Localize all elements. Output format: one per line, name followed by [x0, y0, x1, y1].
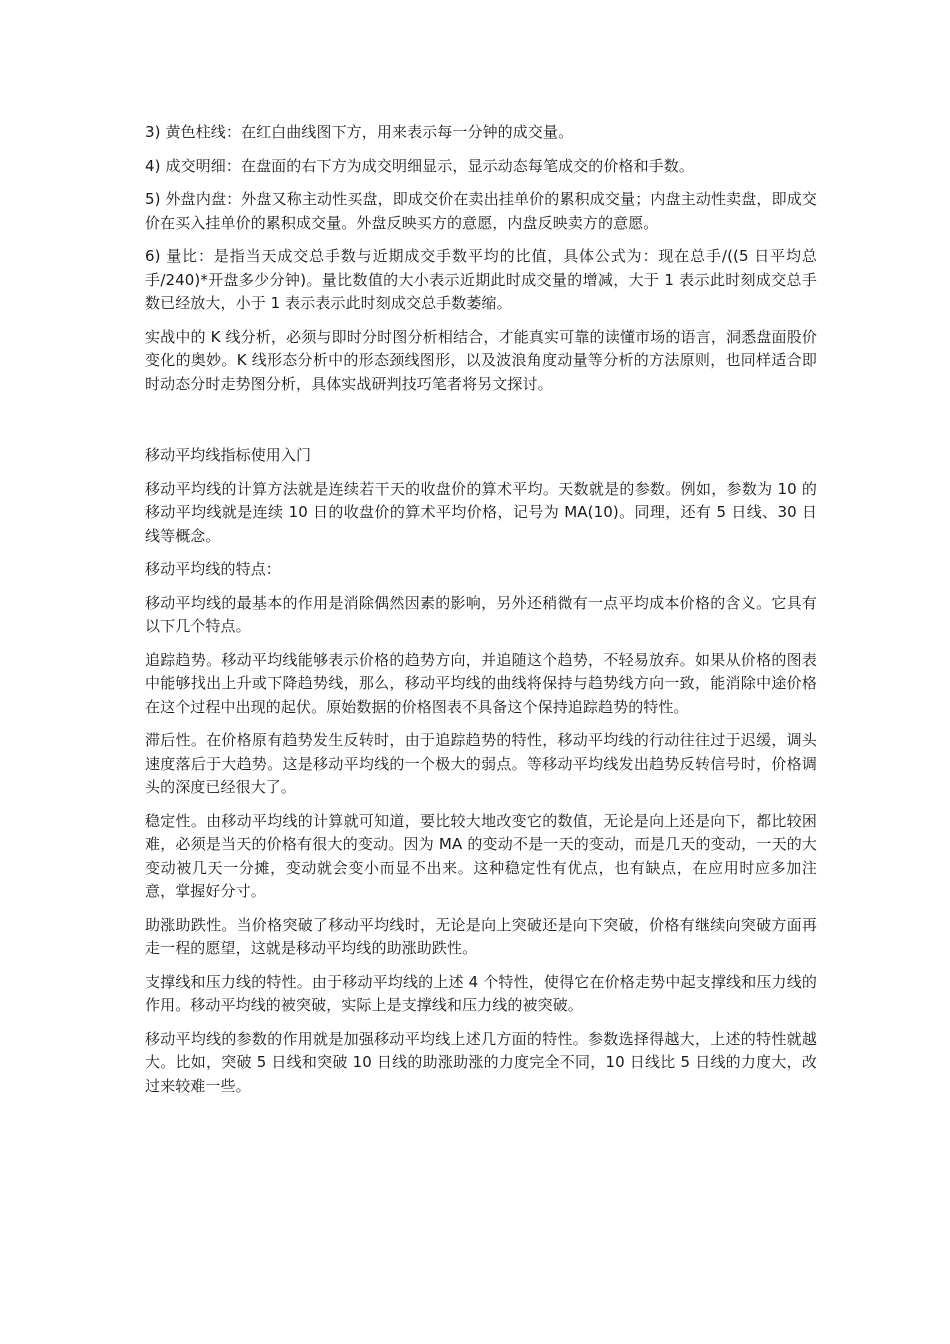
paragraph-momentum: 助涨助跌性。当价格突破了移动平均线时，无论是向上突破还是向下突破，价格有继续向突破方面再走一程的愿望，这就是移动平均线的助涨助跌性。	[145, 915, 817, 957]
paragraph-trade-details: 4) 成交明细：在盘面的右下方为成交明细显示，显示动态每笔成交的价格和手数。	[145, 156, 694, 175]
paragraph-support-resistance: 支撑线和压力线的特性。由于移动平均线的上述 4 个特性，使得它在价格走势中起支撑线和压力线的作用。移动平均线的被突破，实际上是支撑线和压力线的被突破。	[145, 972, 817, 1014]
paragraph-lag: 滞后性。在价格原有趋势发生反转时，由于追踪趋势的特性，移动平均线的行动往往过于迟缓，调头速度落后于大趋势。这是移动平均线的一个极大的弱点。等移动平均线发出趋势反转信号时，价格调头的深度已经很大了。	[145, 731, 817, 796]
section-title: 移动平均线指标使用入门	[145, 446, 312, 464]
paragraph-yellow-bars: 3) 黄色柱线：在红白曲线图下方，用来表示每一分钟的成交量。	[145, 123, 574, 141]
paragraph-outer-inner-volume: 5) 外盘内盘：外盘又称主动性买盘，即成交价在卖出挂单价的累积成交量；内盘主动性卖盘，即成交价在买入挂单价的累积成交量。外盘反映买方的意愿，内盘反映卖方的意愿。	[145, 190, 817, 232]
paragraph-trend-tracking: 追踪趋势。移动平均线能够表示价格的趋势方向，并追随这个趋势，不轻易放弃。如果从价格的图表中能够找出上升或下降趋势线，那么，移动平均线的曲线将保持与趋势线方向一致，能消除中途价格在这个过程中出现的起伏。原始数据的价格图表不具备这个保持追踪趋势的特性。	[145, 650, 817, 716]
paragraph-kline-analysis: 实战中的 K 线分析，必须与即时分时图分析相结合，才能真实可靠的读懂市场的语言，洞悉盘面股价变化的奥妙。K 线形态分析中的形态颈线图形，以及波浪角度动量等分析的方法原则，也同样适合即时动态分时走势图分析，具体实战研判技巧笔者将另文探讨。	[145, 327, 817, 393]
paragraph-parameter-role: 移动平均线的参数的作用就是加强移动平均线上述几方面的特性。参数选择得越大，上述的特性就越大。比如，突破 5 日线和突破 10 日线的助涨助涨的力度完全不同，10 日线比 5 日线的力度大，改过来较难一些。	[145, 1029, 817, 1095]
document-page	[145, 121, 817, 1108]
paragraph-ma-calculation: 移动平均线的计算方法就是连续若干天的收盘价的算术平均。天数就是的参数。例如，参数为 10 的移动平均线就是连续 10 日的收盘价的算术平均价格，记号为 MA(10)。同理，还有 5 日线、30 日线等概念。	[145, 479, 817, 545]
paragraph-volume-ratio: 6) 量比：是指当天成交总手数与近期成交手数平均的比值，具体公式为：现在总手/((5 日平均总手/240)*开盘多少分钟)。量比数值的大小表示近期此时成交量的增减，大于 1 表示此时刻成交总手数已经放大，小于 1 表示表示此时刻成交总手数萎缩。	[145, 247, 817, 312]
paragraph-ma-basic-role: 移动平均线的最基本的作用是消除偶然因素的影响，另外还稍微有一点平均成本价格的含义。它具有以下几个特点。	[145, 593, 817, 635]
paragraph-ma-features-label: 移动平均线的特点：	[145, 560, 281, 578]
paragraph-stability: 稳定性。由移动平均线的计算就可知道，要比较大地改变它的数值，无论是向上还是向下，都比较困难，必须是当天的价格有很大的变动。因为 MA 的变动不是一天的变动，而是几天的变动，一天的大变动被几天一分摊，变动就会变小而显不出来。这种稳定性有优点，也有缺点，在应用时应多加注意，掌握好分寸。	[145, 811, 817, 900]
